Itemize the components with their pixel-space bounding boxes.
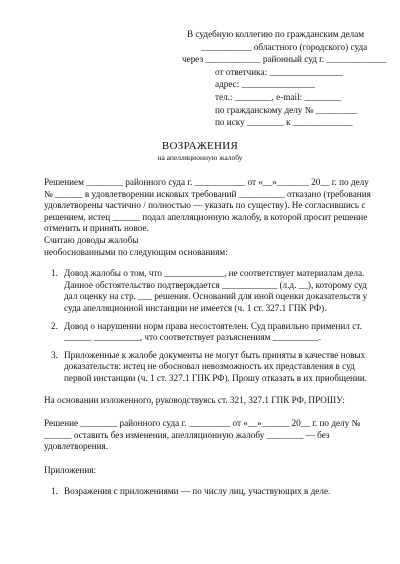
list-item-text: Довод о нарушении норм права несостоятелен. Суд правильно применил ст. ______ __________, что соответствует разъяснениям __________. — [64, 320, 362, 343]
attachments-list — [44, 486, 374, 498]
document-title: ВОЗРАЖЕНИЯ — [161, 140, 239, 152]
basis-paragraph: На основании изложенного, руководствуясь ст. 321, 327.1 ГПК РФ, ПРОШУ: — [44, 394, 345, 405]
case-number-line: по гражданскому делу № _________ — [215, 104, 358, 115]
list-item-number: 2. — [51, 320, 58, 331]
list-item-text: Возражения с приложениями — по числу лиц, участвующих в деле. — [64, 486, 331, 497]
addressee-block — [182, 28, 392, 129]
claim-line: по иску ________ к _____________ — [215, 117, 353, 128]
list-item-number: 3. — [51, 349, 58, 360]
title-block — [0, 140, 400, 163]
list-item — [51, 486, 374, 498]
list-item-text: Приложенные к жалобе документы не могут быть приняты в качестве новых доказательств: истец не обосновал невозможность их представления в суд первой инстанции (ч. 1 ст. 327.1 ГПК РФ). Прошу отказать в их приобщении. — [64, 349, 368, 383]
attachments-label: Приложения: — [44, 464, 97, 475]
addressee-regional-court: ___________ областного (городского) суда — [201, 41, 368, 52]
addressee-via-district-court: через ____________ районный суд г. _____________ — [182, 54, 387, 65]
contacts-line: тел.: ________, e-mail: ________ — [215, 91, 342, 102]
request-paragraph: Решение ________ районного суда г. _________ от «__»______ 20__ г. по делу № ______ оставить без изменения, апелляционную жалобу ________ — без удовлетворения. — [44, 418, 361, 452]
list-item-number: 1. — [51, 268, 58, 279]
address-line: адрес: ________________ — [215, 79, 316, 90]
document-subtitle: на апелляционную жалобу — [157, 153, 243, 162]
document-body — [44, 177, 374, 498]
list-item — [51, 320, 374, 344]
considers-line-2: необоснованными по следующим основаниям: — [44, 246, 228, 257]
grounds-list — [44, 268, 374, 384]
list-item — [51, 349, 374, 385]
list-item-number: 1. — [51, 486, 58, 497]
intro-paragraph: Решением ________ районного суда г. ___________ от «__»_______ 20__ г. по делу № ______ в удовлетворении исковых требований __________ отказано (требования удовлетворены частично / полностью — указать по существу). Не согласившись с решением, истец ______ подал апелляционную жалобу, в которой просит решение отменить и принять новое. — [44, 177, 371, 234]
list-item-text: Довод жалобы о том, что _____________, не соответствует материалам дела. Данное обстоятельство подтверждается ____________ (л.д. __), которому суд дал оценку на стр. ___ решения. Оснований для иной оценки доказательств у суда апелляционной инстанции не имеется (ч. 1 ст. 327.1 ГПК РФ). — [64, 268, 368, 313]
respondent-line: от ответчика: ________________ — [215, 66, 343, 77]
addressee-court: В судебную коллегию по гражданским делам — [187, 29, 365, 39]
considers-line-1: Считаю доводы жалобы — [44, 234, 139, 245]
considers-block — [44, 235, 374, 258]
list-item — [51, 268, 374, 314]
